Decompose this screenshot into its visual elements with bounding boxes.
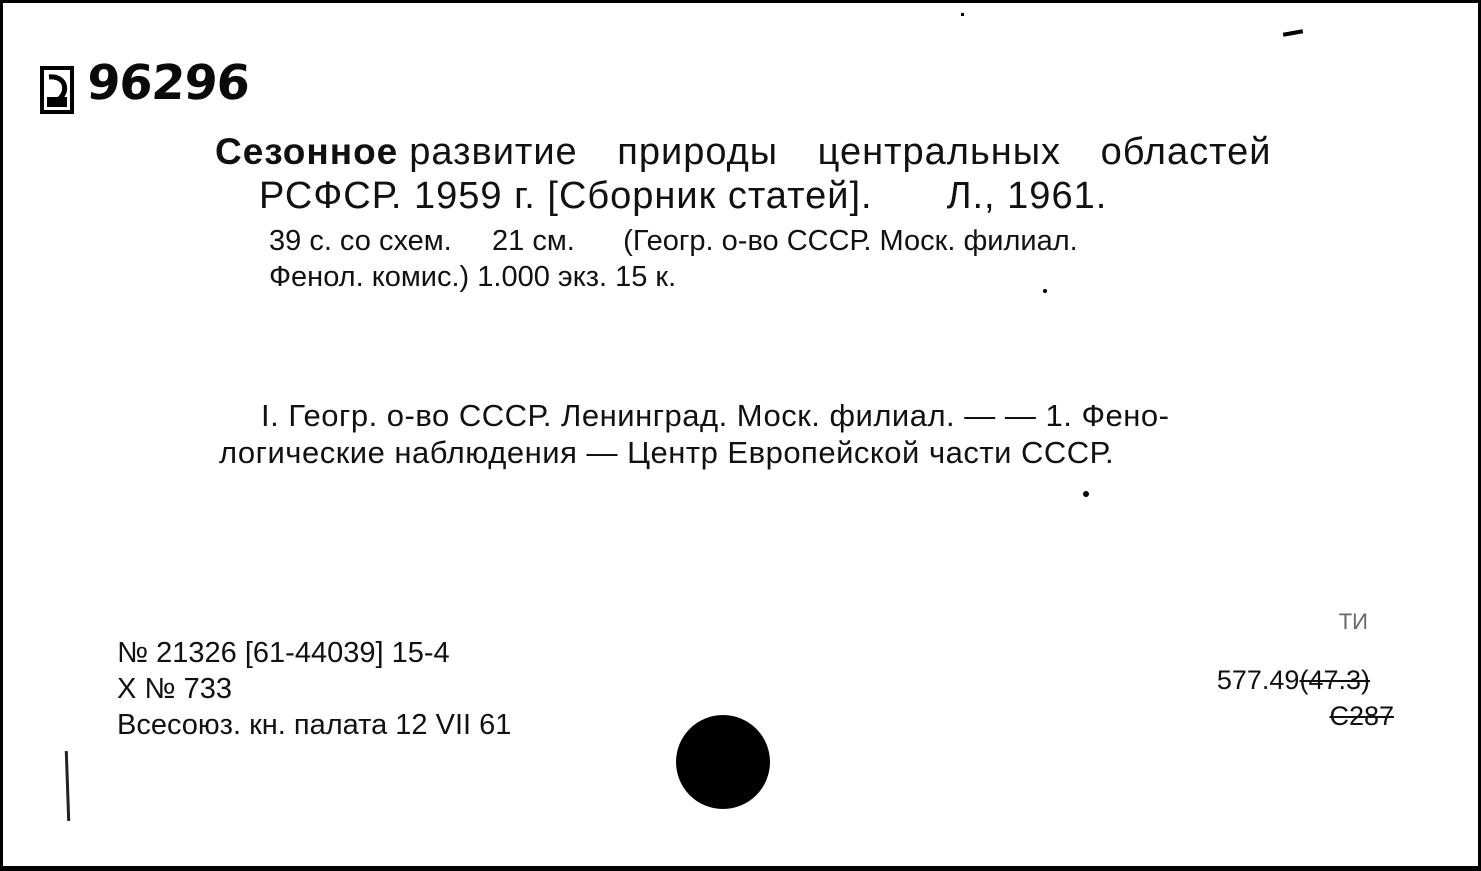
- subject-tracing-line-1: I. Геогр. о-во СССР. Ленинград. Моск. филиал. — — 1. Фено-: [261, 398, 1170, 433]
- chamber-imprint: Всесоюз. кн. палата 12 VII 61: [117, 709, 512, 741]
- udc-classification: [1217, 665, 1370, 696]
- title-line-1: [215, 127, 1271, 174]
- order-number: № 21326 [61-44039] 15-4: [117, 637, 450, 669]
- ink-speck: [1083, 491, 1089, 497]
- ink-speck: [1043, 289, 1047, 293]
- ink-speck: [961, 13, 964, 16]
- library-stamp-icon: [39, 65, 79, 117]
- physical-description-line-2: Фенол. комис.) 1.000 экз. 15 к.: [269, 261, 677, 293]
- title-lead-word: Сезонное: [215, 131, 399, 172]
- udc-geo: (47.3): [1299, 665, 1370, 695]
- title-line-2: [259, 175, 1107, 218]
- publication-info: Л., 1961.: [946, 175, 1108, 217]
- pencil-mark: [65, 751, 70, 821]
- author-mark: С287: [1329, 701, 1394, 731]
- faint-mark: ТИ: [1338, 609, 1368, 634]
- udc-number: 577.49: [1216, 665, 1300, 695]
- card-number: Х № 733: [117, 673, 232, 705]
- ink-speck: [1283, 29, 1303, 36]
- subject-tracing-line-2: логические наблюдения — Центр Европейской части СССР.: [219, 435, 1115, 470]
- punch-hole: [676, 715, 770, 809]
- accession-number: 96296: [85, 55, 251, 111]
- physical-description-line-1: 39 с. со схем. 21 см. (Геогр. о-во СССР. Моск. филиал.: [269, 225, 1078, 257]
- title-continuation: РСФСР. 1959 г. [Сборник статей].: [259, 175, 873, 217]
- title-rest: развитие природы центральных областей: [409, 131, 1272, 173]
